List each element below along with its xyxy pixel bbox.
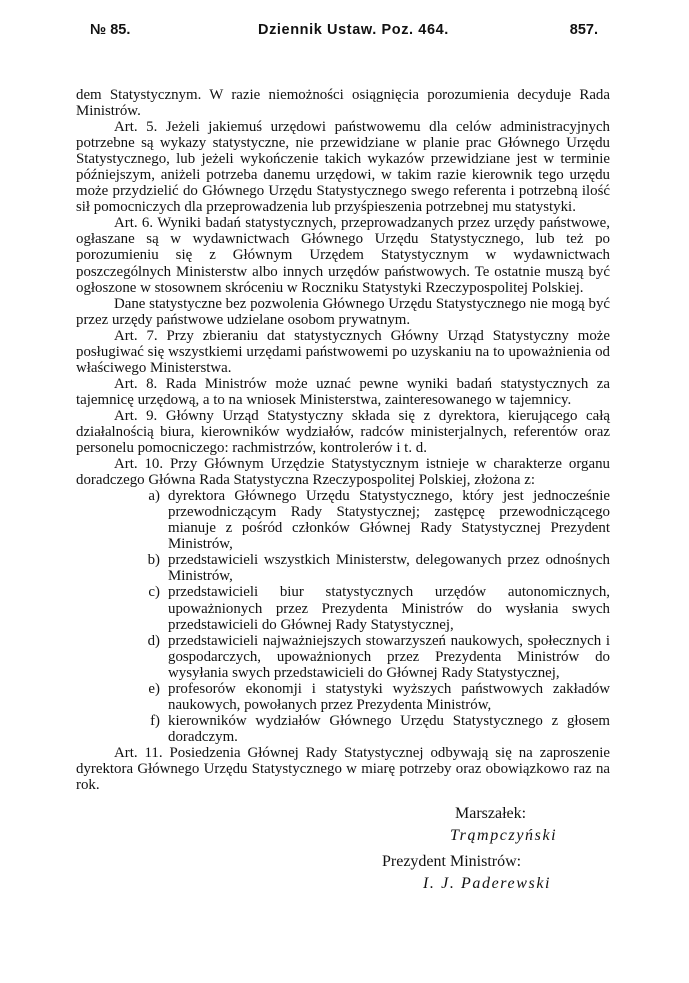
list-item [76,681,610,713]
council-members-list [76,488,610,745]
list-item [76,488,610,552]
article-9: Art. 9. Główny Urząd Statystyczny składa się z dyrektora, kierującego całą działalnością biura, kierowników wydziałów, radców ministerjalnych, referentów oraz personelu pomocniczego: rachmistrzów, kontrolerów i t. d. [76,407,610,457]
paragraph-continuation: dem Statystycznym. W razie niemożności osiągnięcia porozumienia decyduje Rada Ministrów. [76,87,610,120]
list-item [76,552,610,584]
list-item-letter: e) [148,680,160,697]
article-7: Art. 7. Przy zbieraniu dat statystycznych Główny Urząd Statystyczny może posługiwać się wszystkiemi urzędami państwowemi po uzyskaniu na to upoważnienia od właściwego Ministerstwa. [76,327,610,376]
article-5: Art. 5. Jeżeli jakiemuś urzędowi państwowemu dla celów administracyjnych potrzebne są wykazy statystyczne, nie przewidziane w planie prac Głównego Urzędu Statystycznego, lub jeżeli wykończenie takich wykazów przewidziane jest w terminie późniejszym, aniżeli potrzeba danemu urzędowi, w takim razie kierownik tego urzędu może przydzielić do Głównego Urzędu Statystycznego swego referenta i potrzebną ilość sił pomocniczych dla przeprowadzenia lub przyśpieszenia potrzebnej mu statystyki. [76,119,610,216]
issue-number: № 85. [90,22,131,38]
list-item-letter: a) [148,488,160,505]
list-item-text: przedstawicieli wszystkich Ministerstw, delegowanych przez odnośnych Ministrów, [168,552,610,585]
list-item-letter: c) [148,584,160,601]
page-header [76,22,610,44]
marshal-name: Trąmpczyński [450,827,558,845]
page-number: 857. [569,22,598,38]
list-item-letter: b) [147,552,160,569]
president-name: I. J. Paderewski [423,875,552,893]
article-6: Art. 6. Wyniki badań statystycznych, przeprowadzanych przez urzędy państwowe, ogłaszane są w wydawnictwach Głównego Urzędu Statystycznego, lub też po porozumieniu się z Głównym Urzędem Statystycznym w wydawnictwach poszczególnych Ministerstw albo innych urzędów państwowych. Te ostatnie muszą być ogłoszone w stosownem skróceniu w Roczniku Statystyki Rzeczypospolitej Polskiej. [76,215,610,296]
signature-block [76,805,610,915]
document-page [76,22,610,915]
document-body [76,87,610,793]
list-item-text: przedstawicieli najważniejszych stowarzyszeń naukowych, społecznych i gospodarczych, upoważnionych przez Prezydenta Ministrów do wysyłania swych przedstawicieli do Głównej Rady Statystycznej, [168,632,610,681]
journal-title: Dziennik Ustaw. Poz. 464. [258,22,449,38]
paragraph-statistical-data: Dane statystyczne bez pozwolenia Głównego Urzędu Statystycznego nie mogą być przez urzędy państwowe udzielane osobom prywatnym. [76,295,610,328]
list-item-text: dyrektora Głównego Urzędu Statystycznego, który jest jednocześnie przewodniczącym Rady Statystycznej; zastępcę przewodniczącego mianuje z pośród członków Głównej Rady Statystycznej Prezydent Ministrów, [168,488,610,553]
list-item-letter: f) [150,712,160,729]
list-item-text: przedstawicieli biur statystycznych urzędów autonomicznych, upoważnionych przez Prezydenta Ministrów do wysłania swych przedstawicieli do Głównej Rady Statystycznej, [168,584,610,633]
list-item-letter: d) [147,632,160,649]
list-item-text: profesorów ekonomji i statystyki wyższych państwowych zakładów naukowych, powołanych przez Prezydenta Ministrów, [168,680,610,713]
list-item-text: kierowników wydziałów Głównego Urzędu Statystycznego z głosem doradczym. [168,712,610,745]
list-item [76,713,610,745]
article-8: Art. 8. Rada Ministrów może uznać pewne wyniki badań statystycznych za tajemnicę urzędową, a to na wniosek Ministerstwa, zainteresowanego w tajemnicy. [76,375,610,408]
article-11: Art. 11. Posiedzenia Głównej Rady Statystycznej odbywają się na zaproszenie dyrektora Głównego Urzędu Statystycznego w miarę potrzeby oraz obowiązkowo raz na rok. [76,744,610,794]
marshal-title: Marszałek: [455,805,527,823]
article-10: Art. 10. Przy Głównym Urzędzie Statystycznym istnieje w charakterze organu doradczego Główna Rada Statystyczna Rzeczypospolitej Polskiej, złożona z: [76,456,610,489]
list-item [76,584,610,632]
president-title: Prezydent Ministrów: [382,853,522,871]
list-item [76,633,610,681]
